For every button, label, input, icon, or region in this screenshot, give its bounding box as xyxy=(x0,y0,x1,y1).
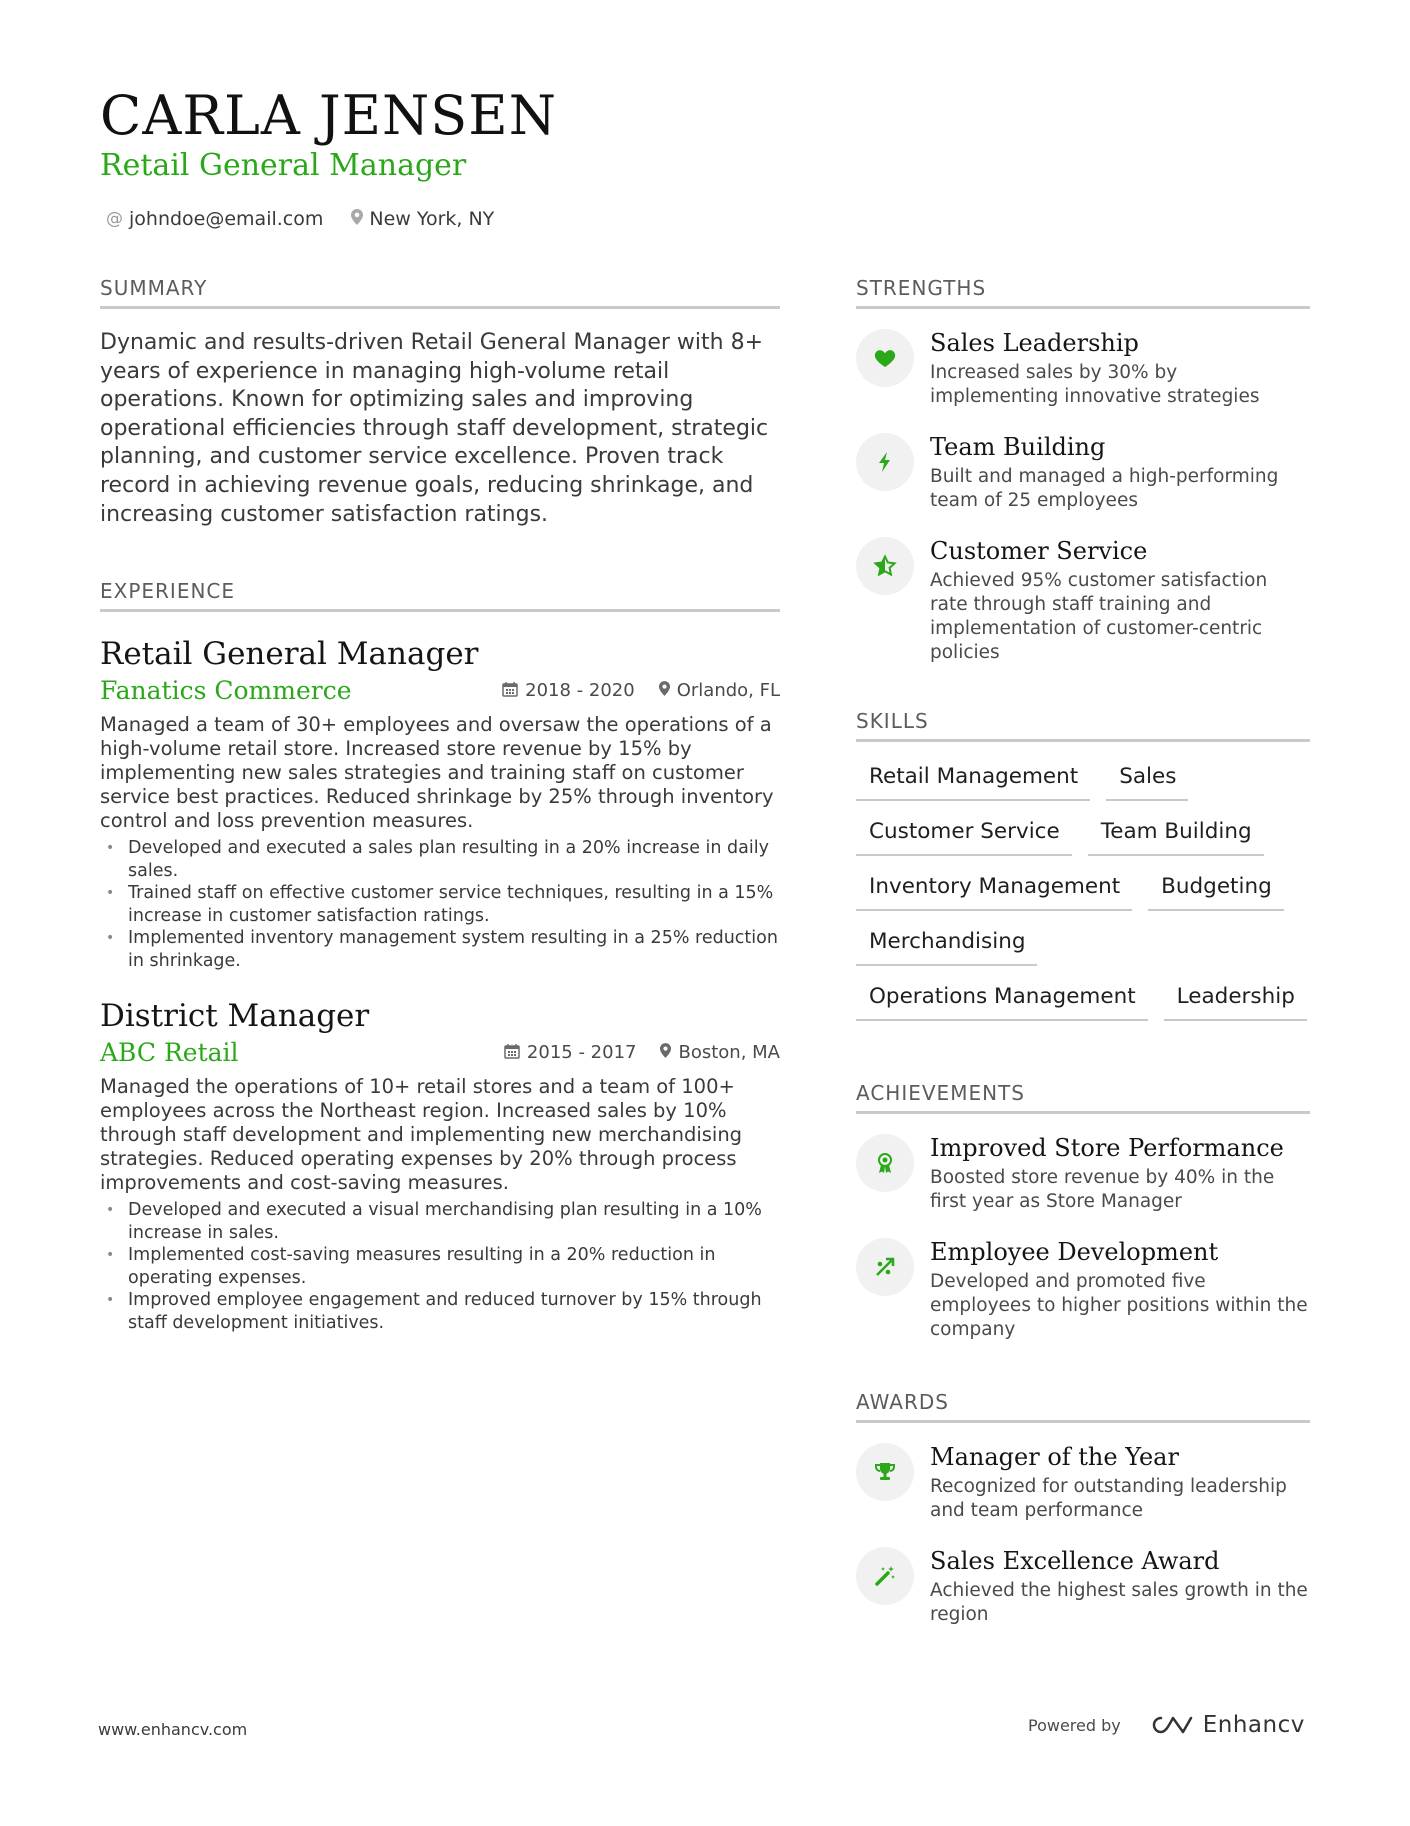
skill-tag: Leadership xyxy=(1164,976,1307,1021)
experience-heading: EXPERIENCE xyxy=(100,579,780,612)
skill-tag: Inventory Management xyxy=(856,866,1132,911)
contact-email[interactable] xyxy=(106,208,323,230)
contact-info xyxy=(106,208,494,230)
bolt-icon xyxy=(856,433,914,491)
job-description: Managed the operations of 10+ retail stores and a team of 100+ employees across the Northeast region. Increased sales by 10% through staff development and implementing new merchandising strategies. Reduced operating expenses by 20% through process improvements and cost-saving measures. xyxy=(100,1075,743,1195)
achievement-item xyxy=(856,1132,1310,1214)
skills-section xyxy=(856,709,1310,1021)
strength-title: Team Building xyxy=(930,433,1106,461)
calendar-icon xyxy=(502,681,518,701)
strengths-section xyxy=(856,276,1310,665)
footer-branding xyxy=(1028,1712,1305,1738)
strength-description: Achieved 95% customer satisfaction rate through staff training and implementation of customer-centric policies xyxy=(930,570,1268,663)
location-pin-icon xyxy=(659,681,670,700)
achievement-item xyxy=(856,1236,1310,1342)
award-item xyxy=(856,1441,1310,1523)
award-item xyxy=(856,1545,1310,1627)
awards-section xyxy=(856,1390,1310,1627)
job-location-text: Orlando, FL xyxy=(676,680,780,702)
job-dates-text: 2018 - 2020 xyxy=(525,680,635,702)
candidate-name: CARLA JENSEN xyxy=(100,84,557,147)
job-location xyxy=(659,680,780,701)
achievement-description: Developed and promoted five employees to higher positions within the company xyxy=(930,1271,1308,1340)
job-entry xyxy=(100,996,780,1334)
strength-item xyxy=(856,535,1310,665)
summary-text: Dynamic and results-driven Retail General Manager with 8+ years of experience in managing high-volume retail operations. Known for optimizing sales and improving operational efficiencies through staff development, strategic planning, and customer service excellence. Proven track record in achieving revenue goals, reducing shrinkage, and increasing customer satisfaction ratings. xyxy=(100,330,769,527)
strengths-heading: STRENGTHS xyxy=(856,276,1310,309)
experience-section xyxy=(100,579,780,1334)
strength-title: Customer Service xyxy=(930,537,1148,565)
enhancv-logo[interactable] xyxy=(1147,1712,1305,1738)
job-dates xyxy=(504,1042,637,1063)
summary-section xyxy=(100,276,780,529)
skills-list xyxy=(856,756,1310,1021)
job-bullet: • Trained staff on effective customer service techniques, resulting in a 15% increase in customer satisfaction ratings. xyxy=(100,882,780,927)
job-description: Managed a team of 30+ employees and oversaw the operations of a high-volume retail store. Increased store revenue by 15% by implementing new sales strategies and training staff on customer service best practices. Reduced shrinkage by 25% through inventory control and loss prevention measures. xyxy=(100,713,774,833)
calendar-icon xyxy=(504,1043,520,1063)
heart-icon xyxy=(856,329,914,387)
job-entry xyxy=(100,634,780,972)
company-name: ABC Retail xyxy=(100,1038,239,1068)
award-title: Sales Excellence Award xyxy=(930,1547,1220,1575)
contact-location xyxy=(351,208,494,230)
strength-item xyxy=(856,431,1310,513)
achievements-heading: ACHIEVEMENTS xyxy=(856,1081,1310,1114)
job-dates xyxy=(502,680,635,701)
job-bullet: • Developed and executed a sales plan resulting in a 20% increase in daily sales. xyxy=(100,837,780,882)
skill-tag: Customer Service xyxy=(856,811,1072,856)
job-bullets xyxy=(100,1199,780,1334)
skill-tag: Operations Management xyxy=(856,976,1148,1021)
strength-description: Built and managed a high-performing team of 25 employees xyxy=(930,466,1279,511)
job-dates-text: 2015 - 2017 xyxy=(526,1042,637,1064)
strength-item xyxy=(856,327,1310,409)
summary-heading: SUMMARY xyxy=(100,276,780,309)
at-icon: @ xyxy=(106,209,123,229)
strength-title: Sales Leadership xyxy=(930,329,1139,357)
job-location xyxy=(660,1042,780,1063)
award-description: Achieved the highest sales growth in the region xyxy=(930,1580,1308,1625)
strength-description: Increased sales by 30% by implementing innovative strategies xyxy=(930,362,1260,407)
award-icon xyxy=(856,1134,914,1192)
awards-heading: AWARDS xyxy=(856,1390,1310,1423)
achievements-section xyxy=(856,1081,1310,1342)
location-text: New York, NY xyxy=(369,208,495,230)
candidate-title: Retail General Manager xyxy=(100,148,467,183)
job-bullet: • Implemented inventory management system resulting in a 25% reduction in shrinkage. xyxy=(100,927,780,972)
powered-by-text: Powered by xyxy=(1028,1715,1121,1735)
brand-name: Enhancv xyxy=(1202,1712,1305,1738)
skills-heading: SKILLS xyxy=(856,709,1310,742)
skill-tag: Retail Management xyxy=(856,756,1090,801)
job-bullets xyxy=(100,837,780,972)
company-name: Fanatics Commerce xyxy=(100,676,352,706)
enhancv-logo-icon xyxy=(1147,1713,1195,1737)
growth-arrow-icon xyxy=(856,1238,914,1296)
location-pin-icon xyxy=(351,209,363,230)
email-text: johndoe@email.com xyxy=(129,208,324,230)
skill-tag: Merchandising xyxy=(856,921,1037,966)
trophy-icon xyxy=(856,1443,914,1501)
skill-tag: Sales xyxy=(1106,756,1188,801)
right-column xyxy=(856,276,1310,1627)
job-location-text: Boston, MA xyxy=(678,1042,780,1064)
award-title: Manager of the Year xyxy=(930,1443,1179,1471)
magic-wand-icon xyxy=(856,1547,914,1605)
location-pin-icon xyxy=(660,1043,671,1062)
footer-website[interactable]: www.enhancv.com xyxy=(98,1720,248,1739)
job-title: District Manager xyxy=(100,998,370,1035)
achievement-title: Employee Development xyxy=(930,1238,1219,1266)
star-half-icon xyxy=(856,537,914,595)
skill-tag: Budgeting xyxy=(1148,866,1284,911)
achievement-title: Improved Store Performance xyxy=(930,1134,1284,1162)
job-title: Retail General Manager xyxy=(100,636,479,673)
skill-tag: Team Building xyxy=(1088,811,1264,856)
job-bullet: • Implemented cost-saving measures resulting in a 20% reduction in operating expenses. xyxy=(100,1244,780,1289)
job-bullet: • Improved employee engagement and reduced turnover by 15% through staff development initiatives. xyxy=(100,1289,780,1334)
left-column xyxy=(100,276,780,1334)
job-bullet: • Developed and executed a visual merchandising plan resulting in a 10% increase in sales. xyxy=(100,1199,780,1244)
achievement-description: Boosted store revenue by 40% in the first year as Store Manager xyxy=(930,1167,1275,1212)
award-description: Recognized for outstanding leadership and team performance xyxy=(930,1476,1287,1521)
